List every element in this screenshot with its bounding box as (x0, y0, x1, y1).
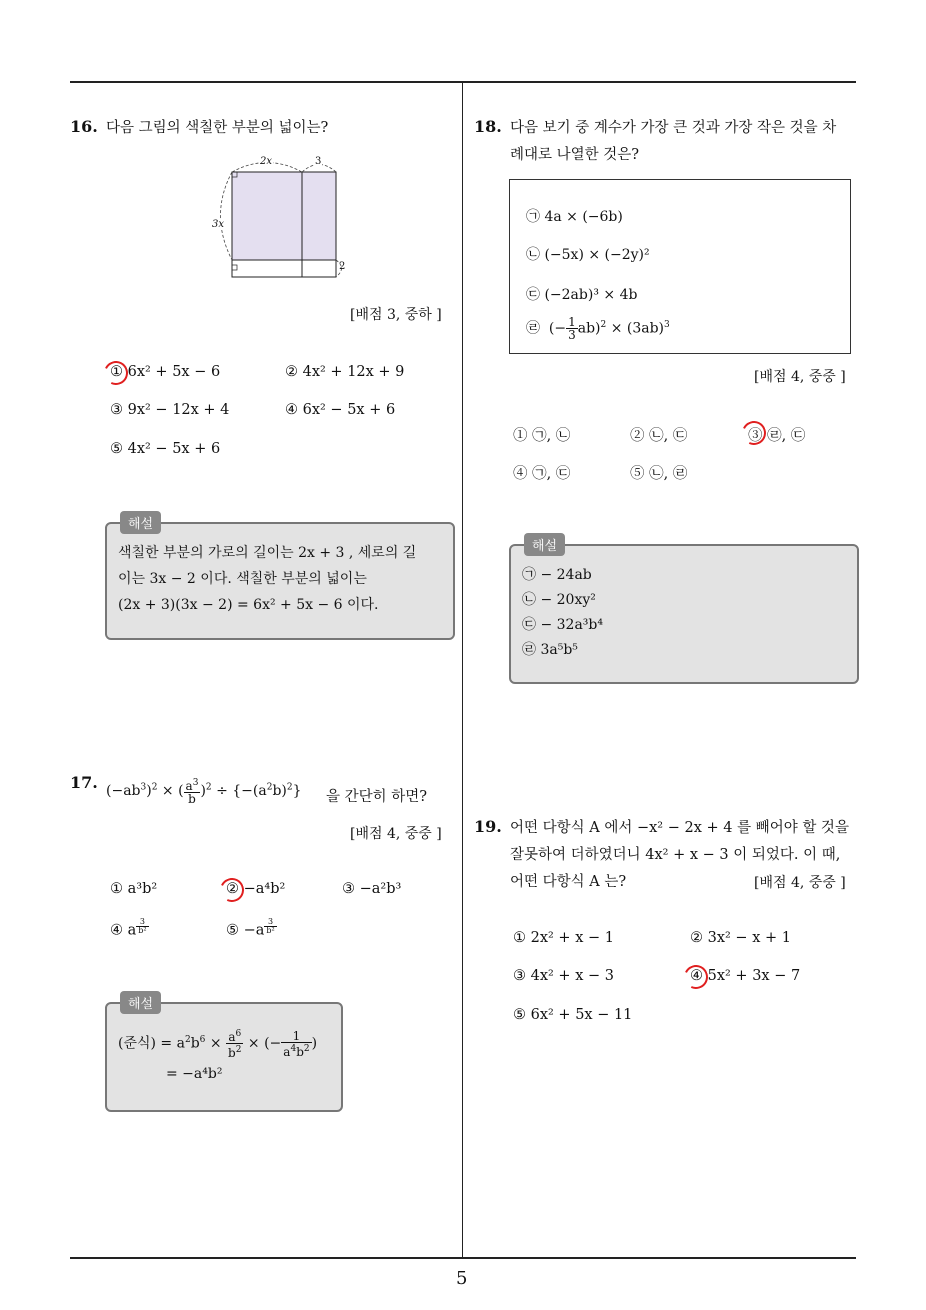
q17-number: 17. (70, 773, 98, 792)
page-number: 5 (456, 1268, 468, 1289)
q17-explanation-lhs: (준식) (118, 1035, 156, 1052)
q18-number: 18. (474, 117, 502, 136)
q19-option-3[interactable]: ③ 4x² + x − 3 (513, 968, 614, 984)
q18-explanation-line-1: ㉠ − 24ab (522, 567, 592, 583)
q19-text-line-3: 어떤 다항식 A 는? (510, 874, 627, 890)
q16-option-2[interactable]: ② 4x² + 12x + 9 (285, 364, 405, 380)
q17-expression: $(-ab^3)^2$ × ( $\frac{a^3}{b}$ )$^2 \div \{-(a^2b)^2\}$ (106, 778, 302, 806)
q16-score: [배점 3, 중하 ] (350, 307, 442, 323)
bottom-strip (232, 260, 336, 277)
q19-option-5[interactable]: ⑤ 6x² + 5x − 11 (513, 1007, 633, 1023)
q18-text-line-1: 다음 보기 중 계수가 가장 큰 것과 가장 작은 것을 차 (510, 120, 837, 136)
q18-option-2[interactable]: ② ㉡, ㉢ (630, 428, 688, 444)
q16-option-5[interactable]: ⑤ 4x² − 5x + 6 (110, 441, 221, 457)
q16-option-1[interactable]: ① 6x² + 5x − 6 (110, 364, 221, 380)
q19-option-2[interactable]: ② 3x² − x + 1 (690, 930, 791, 946)
q18-text-line-2: 례대로 나열한 것은? (510, 147, 640, 163)
fig-label-2: 2 (339, 261, 346, 272)
q16-text: 다음 그림의 색칠한 부분의 넓이는? (106, 120, 329, 136)
bottom-rule (70, 1257, 856, 1259)
q18-option-3[interactable]: ③ ㉣, ㉢ (748, 428, 806, 444)
q19-text-line-1: 어떤 다항식 A 에서 −x² − 2x + 4 를 빼어야 할 것을 (510, 820, 849, 836)
q16-explanation-tag: 해설 (120, 511, 161, 534)
q16-option-3[interactable]: ③ 9x² − 12x + 4 (110, 402, 230, 418)
q17-explanation-tag: 해설 (120, 991, 161, 1014)
q17-option-2[interactable]: ② −a⁴b² (226, 881, 286, 897)
q18-score: [배점 4, 중중 ] (754, 369, 846, 385)
q18-item-4-label: ㉣ (526, 320, 540, 337)
q17-option-5[interactable]: ⑤ −a $^{\frac{3}{\text{b²}}}$ (226, 917, 275, 939)
q17-score: [배점 4, 중중 ] (350, 826, 442, 842)
q16-figure (205, 155, 355, 280)
q17-option-1[interactable]: ① a³b² (110, 881, 158, 897)
q17-option-4[interactable]: ④ a $^{\frac{3}{\text{b²}}}$ (110, 917, 147, 939)
fig-label-3x: 3x (212, 219, 225, 230)
q19-text-line-2: 잘못하여 더하였더니 4x² + x − 3 이 되었다. 이 때, (510, 847, 841, 863)
q19-option-4[interactable]: ④ 5x² + 3x − 7 (690, 968, 801, 984)
q18-option-1[interactable]: ① ㉠, ㉡ (513, 428, 571, 444)
q18-item-1: ㉠ 4a × (−6b) (526, 209, 623, 225)
q18-item-3: ㉢ (−2ab)³ × 4b (526, 287, 638, 303)
q18-item-4: ㉣ (− $\frac{1}{3}$ $ab)^2 \times (3ab)^3$ (526, 315, 670, 342)
q16-explanation-line-2: 이는 3x − 2 이다. 색칠한 부분의 넓이는 (118, 571, 367, 587)
q17-explanation-line-1: (준식) = $a^2b^6$ × $\frac{a^6}{b^2}$ × (− $\frac{1}{a^4b^2}$ ) (118, 1028, 318, 1060)
q17-text: 을 간단히 하면? (326, 789, 428, 805)
q18-item-2: ㉡ (−5x) × (−2y)² (526, 247, 650, 263)
column-divider (462, 82, 463, 1258)
q18-explanation-line-3: ㉢ − 32a³b⁴ (522, 617, 603, 633)
shaded-region (232, 172, 336, 260)
q17-option-4-label: ④ (110, 922, 123, 939)
q16-explanation-line-1: 색칠한 부분의 가로의 길이는 2x + 3 , 세로의 길 (118, 545, 417, 561)
q18-explanation-line-2: ㉡ − 20xy² (522, 592, 596, 608)
q18-explanation-line-4: ㉣ 3a⁵b⁵ (522, 642, 578, 658)
q17-option-3[interactable]: ③ −a²b³ (342, 881, 402, 897)
q19-score: [배점 4, 중중 ] (754, 875, 846, 891)
q16-explanation-line-3: (2x + 3)(3x − 2) = 6x² + 5x − 6 이다. (118, 597, 379, 613)
q16-option-4[interactable]: ④ 6x² − 5x + 6 (285, 402, 396, 418)
q18-explanation-tag: 해설 (524, 533, 565, 556)
q16-number: 16. (70, 117, 98, 136)
q18-option-4[interactable]: ④ ㉠, ㉢ (513, 466, 571, 482)
q19-option-1[interactable]: ① 2x² + x − 1 (513, 930, 614, 946)
fig-label-2x: 2x (260, 156, 273, 167)
q17-explanation-line-2: = −a⁴b² (166, 1066, 223, 1082)
q17-option-5-label: ⑤ (226, 922, 239, 939)
fig-label-3: 3 (315, 156, 322, 167)
q18-option-5[interactable]: ⑤ ㉡, ㉣ (630, 466, 688, 482)
q19-number: 19. (474, 817, 502, 836)
